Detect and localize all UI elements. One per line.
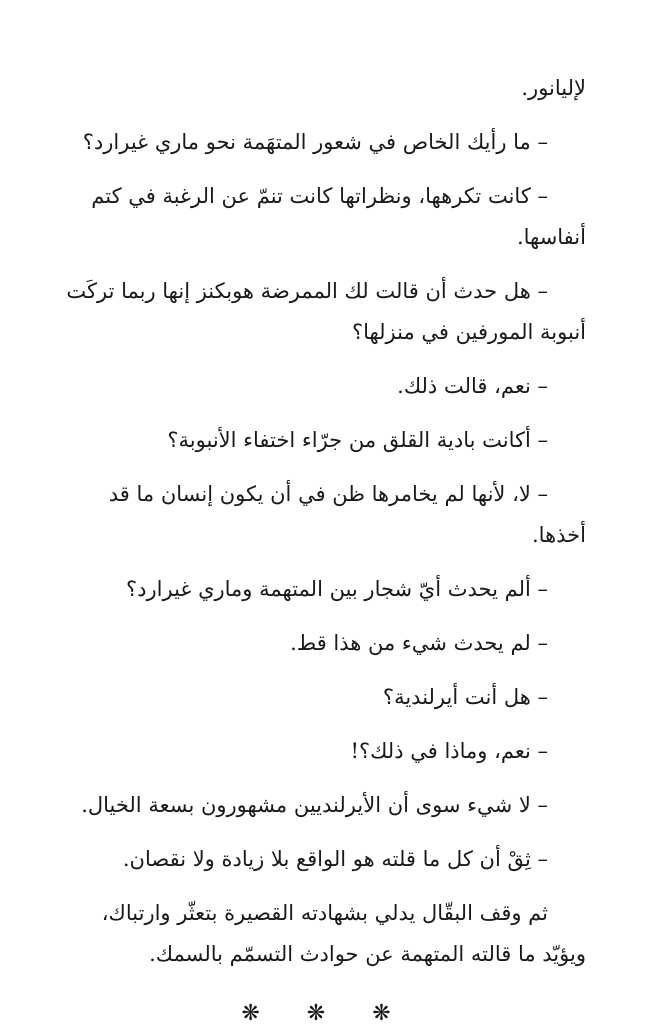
dialogue-line: – لم يحدث شيء من هذا قط. (290, 631, 548, 655)
dialogue-line: – نعم، وماذا في ذلك؟! (350, 739, 548, 763)
dialogue-line: – هل أنت أيرلندية؟ (382, 685, 548, 709)
dialogue-line: – كانت تكرهها، ونظراتها كانت تنمّ عن الرغبة في كتم أنفاسها. (91, 184, 586, 249)
page-body (66, 68, 586, 1034)
paragraph-continuation: لإليانور. (521, 76, 586, 100)
dialogue-line: – لا شيء سوى أن الأيرلنديين مشهورون بسعة الخيال. (81, 793, 548, 817)
dialogue-line: – لا، لأنها لم يخامرها ظن في أن يكون إنسان ما قد أخذها. (108, 482, 586, 547)
narration-paragraph: ثم وقف البقّال يدلي بشهادته القصيرة بتعثّر وارتباك، ويؤيّد ما قالته المتهمة عن حوادث التسمّم بالسمك. (101, 901, 586, 966)
dialogue-line: – هل حدث أن قالت لك الممرضة هوبكنز إنها ربما تركَت أنبوبة المورفين في منزلها؟ (66, 279, 586, 344)
dialogue-line: – ألم يحدث أيّ شجار بين المتهمة وماري غيرارد؟ (126, 577, 548, 601)
section-separator: ❋ ❋ ❋ (241, 1001, 411, 1026)
dialogue-line: – ما رأيك الخاص في شعور المتهَمة نحو ماري غيرارد؟ (82, 130, 548, 154)
dialogue-line: – أكانت بادية القلق من جرّاء اختفاء الأنبوبة؟ (167, 428, 548, 452)
dialogue-line: – ثِقْ أن كل ما قلته هو الواقع بلا زيادة ولا نقصان. (122, 847, 548, 871)
dialogue-line: – نعم، قالت ذلك. (397, 374, 548, 398)
